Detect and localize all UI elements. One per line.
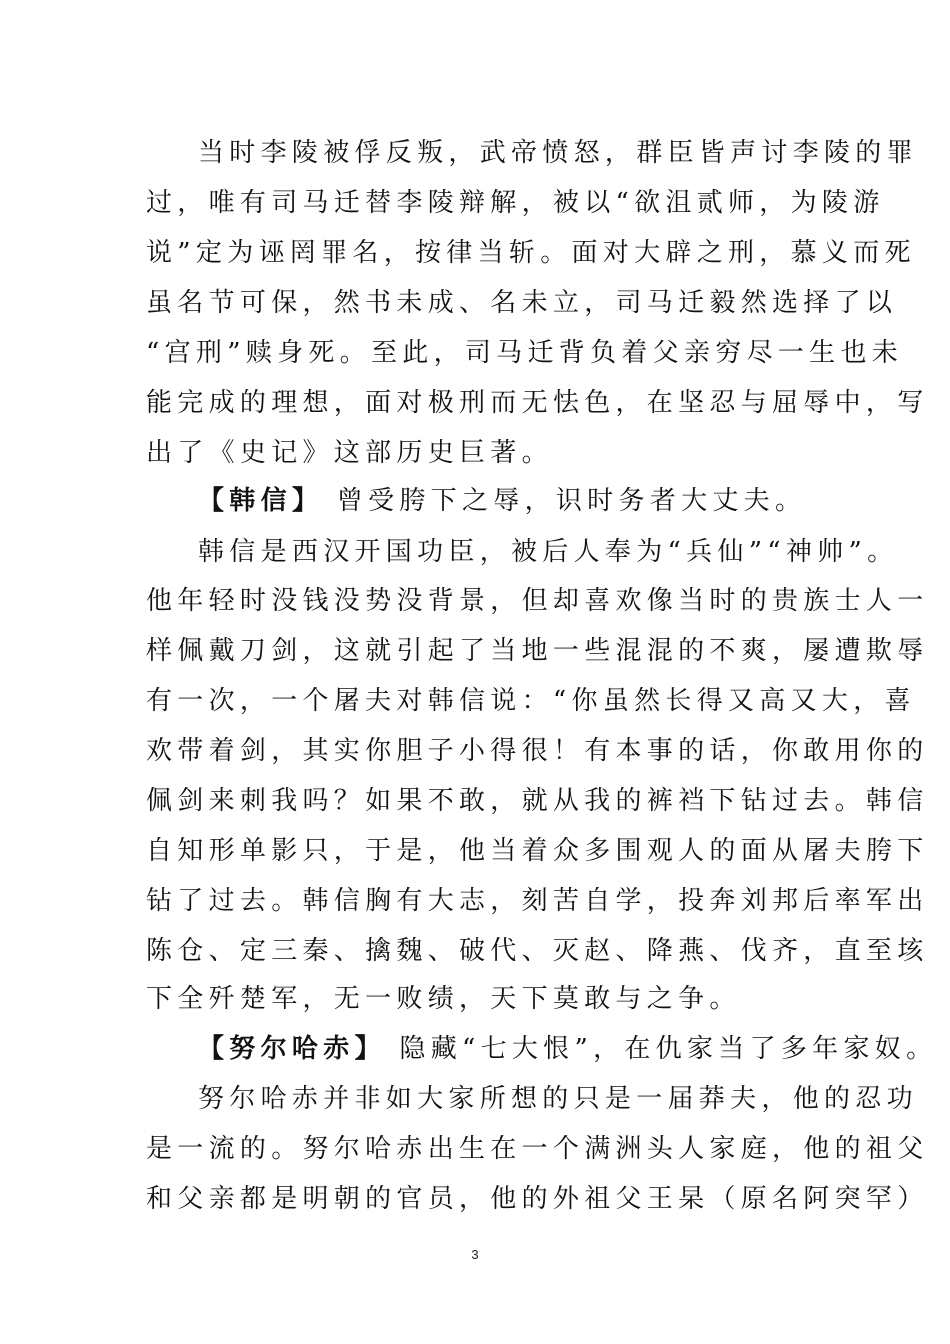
- text-line: “宫刑”赎身死。至此，司马迁背负着父亲穷尽一生也未: [146, 338, 904, 368]
- heading-name: 【韩信】: [198, 486, 324, 516]
- text-line: 虽名节可保，然书未成、名未立，司马迁毅然选择了以: [146, 288, 898, 318]
- heading-name: 【努尔哈赤】: [198, 1034, 386, 1064]
- text-line: 努尔哈赤并非如大家所想的只是一届莽夫，他的忍功: [198, 1084, 918, 1114]
- text-line: 当时李陵被俘反叛，武帝愤怒，群臣皆声讨李陵的罪: [198, 138, 918, 168]
- text-line: 佩剑来刺我吗？如果不敢，就从我的裤裆下钻过去。韩信: [146, 786, 929, 816]
- text-line: 自知形单影只，于是，他当着众多围观人的面从屠夫胯下: [146, 836, 929, 866]
- text-line: 说”定为诬罔罪名，按律当斩。面对大辟之刑，慕义而死: [146, 238, 916, 268]
- text-line: 下全歼楚军，无一败绩，天下莫敢与之争。: [146, 984, 741, 1014]
- heading-summary: 隐藏“七大恨”，在仇家当了多年家奴。: [399, 1034, 938, 1064]
- text-line: 是一流的。努尔哈赤出生在一个满洲头人家庭，他的祖父: [146, 1134, 929, 1164]
- section-heading-hanxin: [198, 485, 806, 517]
- text-line: 过，唯有司马迁替李陵辩解，被以“欲沮贰师，为陵游: [146, 188, 885, 218]
- text-line: 出了《史记》这部历史巨著。: [146, 438, 553, 468]
- text-line: 欢带着剑，其实你胆子小得很！有本事的话，你敢用你的: [146, 736, 929, 766]
- text-line: 样佩戴刀剑，这就引起了当地一些混混的不爽，屡遭欺辱: [146, 636, 929, 666]
- heading-summary: 曾受胯下之辱，识时务者大丈夫。: [336, 486, 807, 516]
- text-line: 能完成的理想，面对极刑而无怯色，在坚忍与屈辱中，写: [146, 388, 929, 418]
- text-line: 有一次，一个屠夫对韩信说：“你虽然长得又高又大，喜: [146, 686, 916, 716]
- text-line: 他年轻时没钱没势没背景，但却喜欢像当时的贵族士人一: [146, 586, 929, 616]
- section-heading-nurhaci: [198, 1033, 937, 1065]
- text-line: 钻了过去。韩信胸有大志，刻苦自学，投奔刘邦后率军出: [146, 886, 929, 916]
- text-line: 陈仓、定三秦、擒魏、破代、灭赵、降燕、伐齐，直至垓: [146, 936, 929, 966]
- page-number: 3: [471, 1247, 479, 1262]
- text-line: 韩信是西汉开国功臣，被后人奉为“兵仙”“神帅”。: [198, 537, 899, 567]
- text-line: 和父亲都是明朝的官员，他的外祖父王杲（原名阿突罕）: [146, 1184, 929, 1214]
